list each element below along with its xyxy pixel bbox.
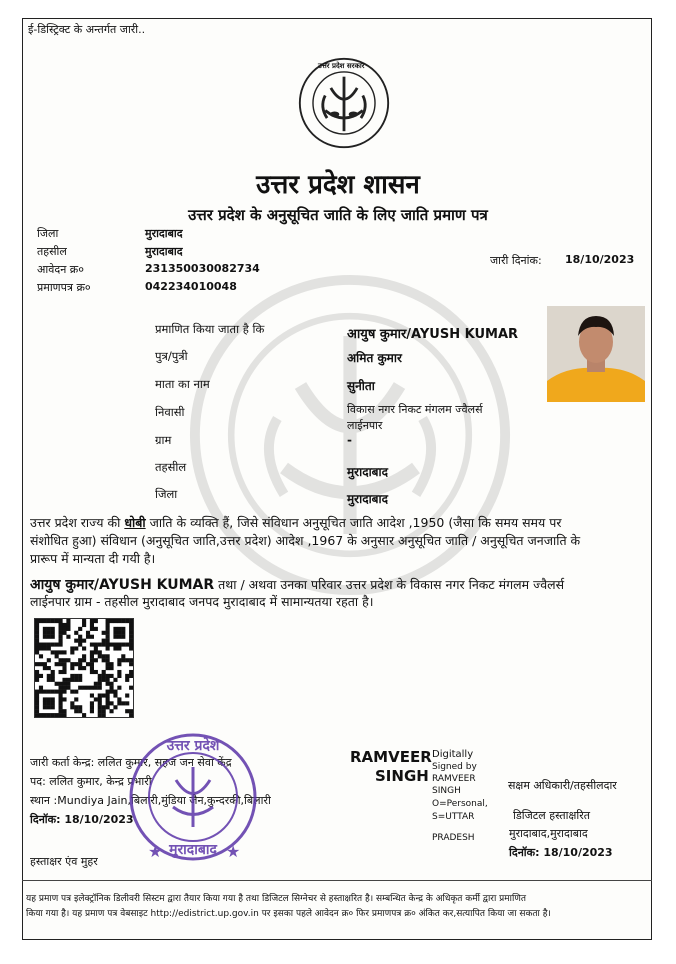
holder-name: आयुष कुमार/AYUSH KUMAR bbox=[347, 327, 519, 342]
para2-line2: लाईनपार ग्राम - तहसील मुरादाबाद जनपद मुरादाबाद में सामान्यतया रहता है। bbox=[30, 594, 374, 609]
certificate-value: 042234010048 bbox=[145, 280, 237, 293]
district-value: मुरादाबाद bbox=[145, 227, 183, 240]
footer bbox=[26, 892, 646, 922]
tehsil-value: मुरादाबाद bbox=[145, 245, 183, 258]
caste-paragraph bbox=[30, 514, 650, 531]
detail-tehsil-value: मुरादाबाद bbox=[347, 465, 389, 479]
father-name: अमित कुमार bbox=[347, 351, 402, 365]
certify-label: प्रमाणित किया जाता है कि bbox=[155, 322, 265, 336]
svg-text:★: ★ bbox=[148, 842, 163, 861]
emblem-text: उत्तर प्रदेश सरकार bbox=[318, 62, 365, 70]
page-title: उत्तर प्रदेश शासन bbox=[256, 170, 420, 200]
signer-name-1: RAMVEER bbox=[350, 748, 432, 766]
stamp-top-text: उत्तर प्रदेश bbox=[166, 738, 220, 754]
residence-paragraph bbox=[30, 575, 650, 594]
issue-date-value: 18/10/2023 bbox=[565, 253, 635, 266]
resident-line1: विकास नगर निकट मंगलम ज्वैलर्स bbox=[347, 403, 483, 416]
mother-name: सुनीता bbox=[347, 379, 375, 393]
footer-divider bbox=[22, 880, 652, 881]
signer-name-2: SINGH bbox=[375, 767, 429, 785]
sign-label: हस्ताक्षर एंव मुहर bbox=[30, 855, 98, 868]
page-subtitle: उत्तर प्रदेश के अनुसूचित जाति के लिए जाति प्रमाण पत्र bbox=[188, 206, 488, 224]
village-value: - bbox=[347, 433, 352, 447]
issue-date-label: जारी दिनांक: bbox=[490, 254, 542, 267]
footer-line-1: यह प्रमाण पत्र इलेक्ट्रॉनिक डिलीवरी सिस्टम द्वारा तैयार किया गया है तथा डिजिटल सिग्नेचर से हस्ताक्षरित है। सम्बन्धित केन्द्र के अधिकृत कर्मी द्वारा प्रमाणित bbox=[26, 894, 526, 904]
detail-tehsil-label: तहसील bbox=[155, 460, 187, 474]
authority-date: दिनॉक: 18/10/2023 bbox=[509, 846, 613, 859]
para1-line2: संशोधित हुआ) संविधान (अनुसूचित जाति,उत्तर प्रदेश) आदेश ,1967 के अनुसार अनुसूचित जाति / अनुसूचित जनजाति के bbox=[30, 533, 581, 548]
issuer-place: स्थान :Mundiya Jain,बिलारी,मुंडिया जैन,कुन्दरकी,बिलारी bbox=[30, 794, 271, 807]
sig-line-2: Signed by bbox=[432, 762, 477, 772]
official-stamp-icon bbox=[118, 722, 268, 872]
sig-line-5: O=Personal, bbox=[432, 799, 488, 809]
issuer-center: जारी कर्ता केन्द्र: ललित कुमार, सहज जन सेवा केंद्र bbox=[30, 756, 232, 769]
sig-line-3: RAMVEER bbox=[432, 774, 476, 784]
mother-label: माता का नाम bbox=[155, 377, 210, 391]
authority-digital: डिजिटल हस्ताक्षरित bbox=[513, 809, 590, 822]
para2-name: आयुष कुमार/AYUSH KUMAR bbox=[30, 577, 215, 593]
application-label: आवेदन क्र० bbox=[37, 263, 84, 276]
para1-line3: प्रारूप में मान्यता दी गयी है। bbox=[30, 551, 156, 566]
footer-line-2: किया गया है। यह प्रमाण पत्र वेबसाइट http://edistrict.up.gov.in पर इसका पहले आवेदन क्र० फिर प्रमाणपत्र क्र० अंकित कर,सत्यापित किया जा सकता है। bbox=[26, 909, 551, 919]
para1-part1: उत्तर प्रदेश राज्य की bbox=[30, 515, 121, 530]
sig-line-1: Digitally bbox=[432, 749, 474, 760]
tehsil-label: तहसील bbox=[37, 245, 67, 258]
holder-photo bbox=[547, 306, 645, 402]
issuer-date: दिनॉक: 18/10/2023 bbox=[30, 813, 134, 826]
son-label: पुत्र/पुत्री bbox=[155, 349, 188, 363]
village-label: ग्राम bbox=[155, 433, 172, 447]
qr-code bbox=[34, 618, 134, 718]
application-value: 231350030082734 bbox=[145, 262, 260, 275]
resident-label: निवासी bbox=[155, 405, 185, 419]
sig-line-6: S=UTTAR bbox=[432, 812, 475, 822]
caste-name: धोबी bbox=[124, 515, 146, 530]
sig-line-7: PRADESH bbox=[432, 833, 475, 843]
para1-part2: जाति के व्यक्ति हैं, जिसे संविधान अनुसूचित जाति आदेश ,1950 (जैसा कि समय समय पर bbox=[149, 515, 562, 530]
para2-rest: तथा / अथवा उनका परिवार उत्तर प्रदेश के विकास नगर निकट मंगलम ज्वैलर्स bbox=[218, 577, 565, 592]
authority-title: सक्षम अधिकारी/तहसीलदार bbox=[508, 779, 617, 792]
header-note: ई-डिस्ट्रिक्ट के अन्तर्गत जारी.. bbox=[28, 23, 146, 36]
authority-place: मुरादाबाद,मुरादाबाद bbox=[509, 827, 588, 840]
stamp-bottom-text: मुरादाबाद bbox=[169, 842, 217, 858]
sig-line-4: SINGH bbox=[432, 786, 461, 796]
issuer-post: पद: ललित कुमार, केन्द्र प्रभारी bbox=[30, 775, 152, 788]
svg-text:★: ★ bbox=[226, 842, 241, 861]
resident-line2: लाईनपार bbox=[347, 419, 383, 432]
certificate-label: प्रमाणपत्र क्र० bbox=[37, 281, 91, 294]
detail-district-label: जिला bbox=[155, 487, 178, 501]
district-label: जिला bbox=[37, 227, 59, 240]
detail-district-value: मुरादाबाद bbox=[347, 492, 389, 506]
